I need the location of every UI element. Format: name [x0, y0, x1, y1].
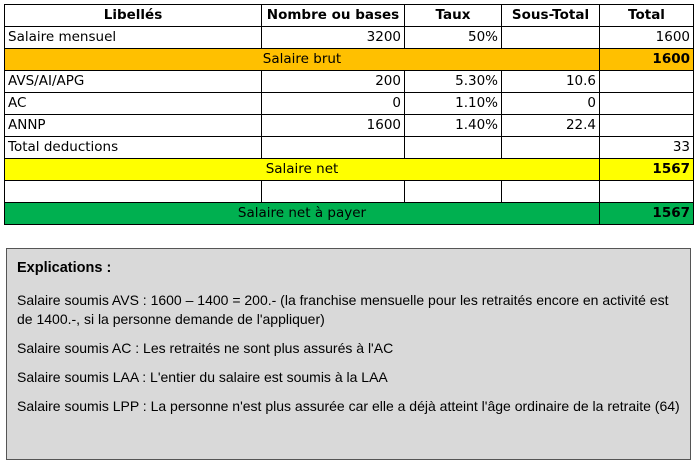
explanation-avs: Salaire soumis AVS : 1600 – 1400 = 200.- (la franchise mensuelle pour les retraités encore en activité est de 1400.-, si la personne demande de l'appliquer)	[17, 292, 669, 327]
row-salaire-brut	[5, 49, 694, 71]
row-avs	[5, 71, 694, 93]
cell-empty	[405, 181, 502, 203]
cell-label: AC	[5, 93, 262, 115]
cell-sous-total: 0	[502, 93, 600, 115]
cell-total: 1567	[600, 203, 694, 225]
payroll-table	[4, 4, 694, 225]
cell-empty	[600, 181, 694, 203]
header-bases: Nombre ou bases	[262, 5, 405, 27]
cell-bases: 0	[262, 93, 405, 115]
cell-taux: 50%	[405, 27, 502, 49]
cell-label: Salaire brut	[5, 49, 600, 71]
cell-label: Total deductions	[5, 137, 262, 159]
cell-total: 1600	[600, 27, 694, 49]
cell-total: 1567	[600, 159, 694, 181]
row-empty	[5, 181, 694, 203]
row-salaire-net-payer	[5, 203, 694, 225]
cell-total	[600, 71, 694, 93]
cell-label: Salaire mensuel	[5, 27, 262, 49]
cell-taux: 1.40%	[405, 115, 502, 137]
cell-empty	[5, 181, 262, 203]
cell-label: Salaire net à payer	[5, 203, 600, 225]
cell-bases: 200	[262, 71, 405, 93]
explanations-title: Explications :	[17, 260, 112, 276]
explanation-ac: Salaire soumis AC : Les retraités ne sont plus assurés à l'AC	[17, 340, 394, 356]
explanation-lpp: Salaire soumis LPP : La personne n'est plus assurée car elle a déjà atteint l'âge ordinaire de la retraite (64)	[17, 398, 680, 414]
row-annp	[5, 115, 694, 137]
header-libelles: Libellés	[5, 5, 262, 27]
cell-total	[600, 93, 694, 115]
cell-label: AVS/AI/APG	[5, 71, 262, 93]
cell-sous-total	[502, 137, 600, 159]
cell-bases: 3200	[262, 27, 405, 49]
cell-total	[600, 115, 694, 137]
cell-empty	[502, 181, 600, 203]
cell-empty	[262, 181, 405, 203]
cell-sous-total: 22.4	[502, 115, 600, 137]
cell-sous-total: 10.6	[502, 71, 600, 93]
cell-label: ANNP	[5, 115, 262, 137]
cell-total: 33	[600, 137, 694, 159]
explanations-box	[6, 248, 691, 460]
header-taux: Taux	[405, 5, 502, 27]
cell-taux: 5.30%	[405, 71, 502, 93]
cell-bases: 1600	[262, 115, 405, 137]
explanation-laa: Salaire soumis LAA : L'entier du salaire est soumis à la LAA	[17, 369, 388, 385]
cell-sous-total	[502, 27, 600, 49]
header-sous-total: Sous-Total	[502, 5, 600, 27]
cell-label: Salaire net	[5, 159, 600, 181]
row-salaire-net	[5, 159, 694, 181]
row-total-deductions	[5, 137, 694, 159]
header-total: Total	[600, 5, 694, 27]
cell-taux: 1.10%	[405, 93, 502, 115]
row-salaire-mensuel	[5, 27, 694, 49]
header-row	[5, 5, 694, 27]
cell-total: 1600	[600, 49, 694, 71]
cell-taux	[405, 137, 502, 159]
row-ac	[5, 93, 694, 115]
cell-bases	[262, 137, 405, 159]
